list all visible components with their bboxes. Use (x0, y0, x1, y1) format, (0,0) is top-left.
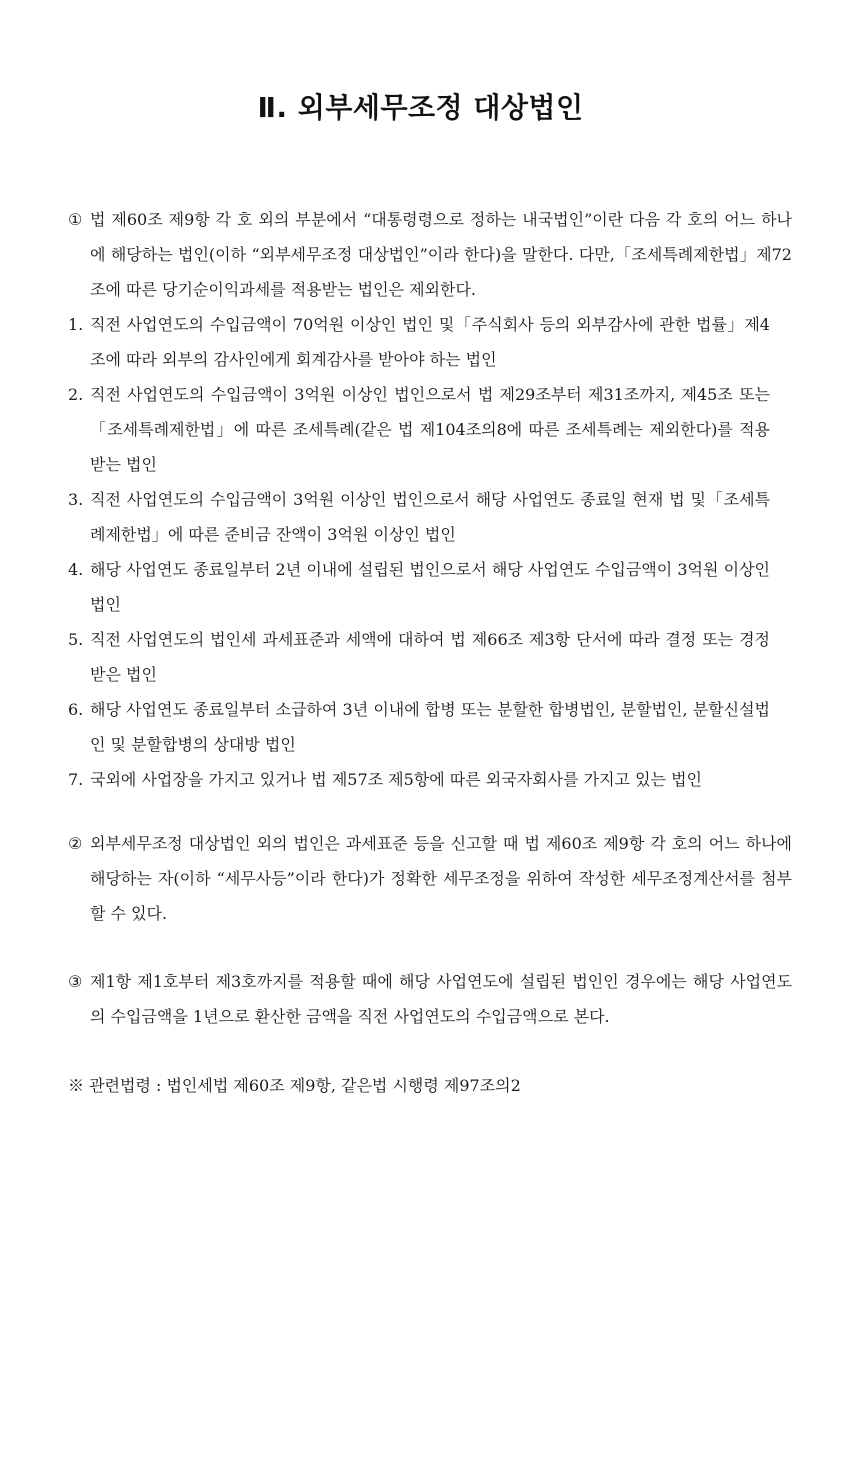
paragraph-3-marker: ③ (68, 972, 83, 991)
paragraph-3 (68, 964, 792, 1034)
list-item-number: 3. (68, 490, 84, 509)
list-item-text: 직전 사업연도의 수입금액이 3억원 이상인 법인으로서 법 제29조부터 제31조까지, 제45조 또는「조세특례제한법」에 따른 조세특례(같은 법 제104조의8에 따른 조세특례는 제외한다)를 적용받는 법인 (90, 385, 770, 474)
list-item-text: 직전 사업연도의 법인세 과세표준과 세액에 대하여 법 제66조 제3항 단서에 따라 결정 또는 경정받은 법인 (90, 630, 770, 684)
list-item-number: 1. (68, 315, 84, 334)
list-item-number: 4. (68, 560, 84, 579)
page-title: Ⅱ. 외부세무조정 대상법인 (257, 91, 584, 124)
paragraph-1-marker: ① (68, 210, 83, 229)
related-law-note: ※ 관련법령 : 법인세법 제60조 제9항, 같은법 시행령 제97조의2 (68, 1076, 521, 1095)
list-item (68, 692, 770, 762)
list-item-text: 해당 사업연도 종료일부터 2년 이내에 설립된 법인으로서 해당 사업연도 수입금액이 3억원 이상인 법인 (90, 560, 770, 614)
list-item-number: 7. (68, 770, 84, 789)
criteria-list (68, 307, 770, 797)
list-item-text: 직전 사업연도의 수입금액이 3억원 이상인 법인으로서 해당 사업연도 종료일 현재 법 및「조세특례제한법」에 따른 준비금 잔액이 3억원 이상인 법인 (90, 490, 770, 544)
paragraph-1-text: 법 제60조 제9항 각 호 외의 부분에서 “대통령령으로 정하는 내국법인”이란 다음 각 호의 어느 하나에 해당하는 법인(이하 “외부세무조정 대상법인”이라 한다)을 말한다. 다만,「조세특례제한법」제72조에 따른 당기순이익과세를 적용받는 법인은 제외한다. (90, 210, 792, 299)
list-item-text: 국외에 사업장을 가지고 있거나 법 제57조 제5항에 따른 외국자회사를 가지고 있는 법인 (90, 770, 702, 789)
paragraph-2 (68, 826, 792, 931)
paragraph-2-marker: ② (68, 834, 83, 853)
paragraph-2-text: 외부세무조정 대상법인 외의 법인은 과세표준 등을 신고할 때 법 제60조 제9항 각 호의 어느 하나에 해당하는 자(이하 “세무사등”이라 한다)가 정확한 세무조정을 위하여 작성한 세무조정계산서를 첨부할 수 있다. (90, 834, 792, 923)
paragraph-1 (68, 202, 792, 307)
paragraph-3-text: 제1항 제1호부터 제3호까지를 적용할 때에 해당 사업연도에 설립된 법인인 경우에는 해당 사업연도의 수입금액을 1년으로 환산한 금액을 직전 사업연도의 수입금액으로 본다. (90, 972, 792, 1026)
list-item (68, 307, 770, 377)
list-item-number: 6. (68, 700, 84, 719)
list-item (68, 377, 770, 482)
list-item (68, 482, 770, 552)
list-item-text: 직전 사업연도의 수입금액이 70억원 이상인 법인 및「주식회사 등의 외부감사에 관한 법률」제4조에 따라 외부의 감사인에게 회계감사를 받아야 하는 법인 (90, 315, 770, 369)
list-item (68, 622, 770, 692)
list-item (68, 552, 770, 622)
list-item-text: 해당 사업연도 종료일부터 소급하여 3년 이내에 합병 또는 분할한 합병법인, 분할법인, 분할신설법인 및 분할합병의 상대방 법인 (90, 700, 770, 754)
list-item-number: 5. (68, 630, 84, 649)
list-item-number: 2. (68, 385, 84, 404)
list-item (68, 762, 770, 797)
